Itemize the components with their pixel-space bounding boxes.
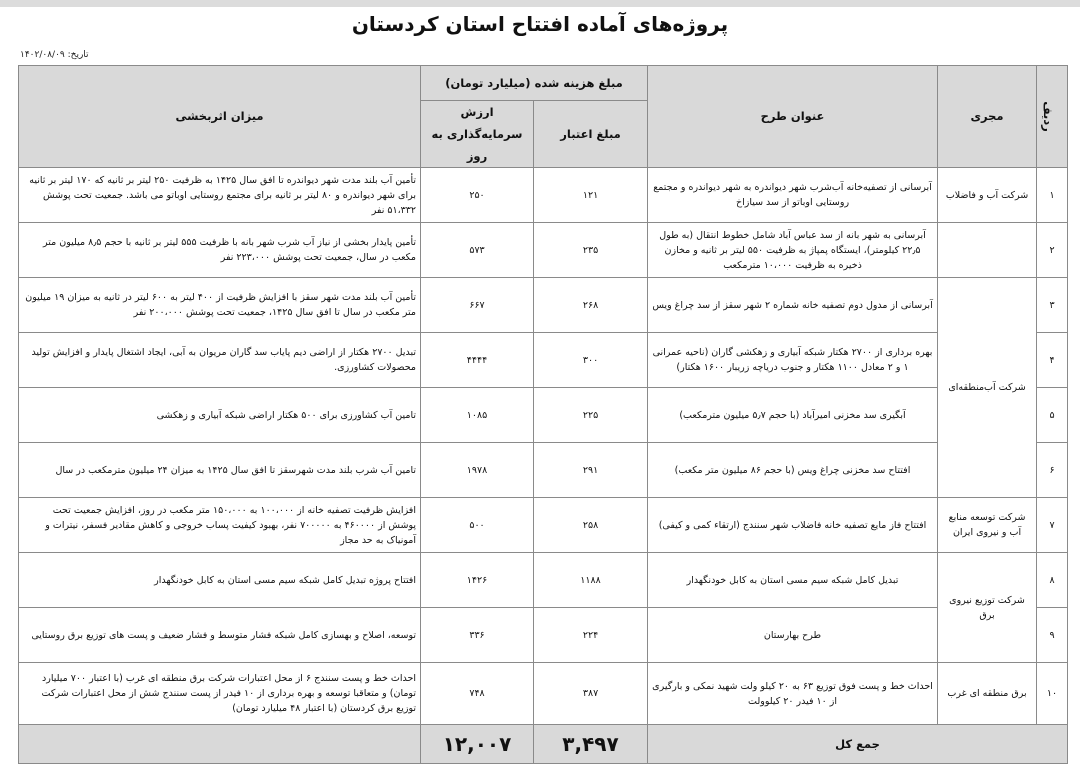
project-title-cell: افتتاح فاز مایع تصفیه خانه فاضلاب شهر سنندج (ارتقاء کمی و کیفی) xyxy=(648,498,938,553)
impact-cell: تأمین آب بلند مدت شهر سقز با افزایش ظرفیت از ۴۰۰ لیتر به ۶۰۰ لیتر در ثانیه به میزان ۱۹ میلیون متر مکعب در سال تا افق سال ۱۴۲۵، جمعیت تحت پوشش ۲۰۰،۰۰۰ نفر xyxy=(19,278,421,333)
header-credit: مبلغ اعتبار xyxy=(534,101,648,168)
credit-cell: ۲۲۴ xyxy=(534,608,648,663)
impact-cell: تأمین پایدار بخشی از نیاز آب شرب شهر بانه با ظرفیت ۵۵۵ لیتر بر ثانیه با حجم ۸٫۵ میلیون متر مکعب در سال، جمعیت تحت پوشش ۲۲۳،۰۰۰ نفر xyxy=(19,223,421,278)
impact-cell: توسعه، اصلاح و بهسازی کامل شبکه فشار متوسط و فشار ضعیف و پست های توزیع برق روستایی xyxy=(19,608,421,663)
executor-cell: شرکت آب و فاضلاب xyxy=(938,168,1037,223)
credit-cell: ۲۶۸ xyxy=(534,278,648,333)
project-title-cell: بهره برداری از ۲۷۰۰ هکتار شبکه آبیاری و زهکشی گاران (ناحیه عمرانی ۱ و ۲ معادل ۱۱۰۰ هکتار و جنوب دریاچه زریبار ۱۶۰۰ هکتار) xyxy=(648,333,938,388)
table-row xyxy=(19,333,1068,388)
executor-cell: برق منطقه ای غرب xyxy=(938,663,1037,725)
header-spent-group: مبلغ هزینه شده (میلیارد تومان) xyxy=(421,66,648,101)
top-bar xyxy=(0,0,1080,7)
credit-cell: ۱۱۸۸ xyxy=(534,553,648,608)
credit-cell: ۲۳۵ xyxy=(534,223,648,278)
header-investment: ارزش سرمایه‌گذاری به روز xyxy=(421,101,534,168)
investment-cell: ۴۴۴۴ xyxy=(421,333,534,388)
table-row xyxy=(19,608,1068,663)
table-row xyxy=(19,388,1068,443)
total-credit: ۳,۴۹۷ xyxy=(534,725,648,764)
row-number: ۴ xyxy=(1037,333,1068,388)
executor-cell: شرکت آب‌منطقه‌ای xyxy=(938,278,1037,498)
projects-table xyxy=(18,65,1068,764)
investment-cell: ۵۰۰ xyxy=(421,498,534,553)
credit-cell: ۳۸۷ xyxy=(534,663,648,725)
project-title-cell: آبرسانی از تصفیه‌خانه آب‌شرب شهر دیواندره به شهر دیواندره و مجتمع روستایی اوباتو از سد سیازاخ xyxy=(648,168,938,223)
row-number: ۶ xyxy=(1037,443,1068,498)
credit-cell: ۲۲۵ xyxy=(534,388,648,443)
header-row-no: ردیف xyxy=(1037,66,1068,168)
total-row xyxy=(19,725,1068,764)
impact-cell: تامین آب شرب بلند مدت شهرسقز تا افق سال ۱۴۲۵ به میزان ۲۴ میلیون مترمکعب در سال xyxy=(19,443,421,498)
row-number: ۲ xyxy=(1037,223,1068,278)
project-title-cell: آبرسانی از مدول دوم تصفیه خانه شماره ۲ شهر سقز از سد چراغ ویس xyxy=(648,278,938,333)
row-number: ۹ xyxy=(1037,608,1068,663)
investment-cell: ۵۷۳ xyxy=(421,223,534,278)
investment-cell: ۷۴۸ xyxy=(421,663,534,725)
header-impact: میزان اثربخشی xyxy=(19,66,421,168)
project-title-cell: احداث خط و پست فوق توزیع ۶۳ به ۲۰ کیلو ولت شهید نمکی و بارگیری از ۱۰ فیدر ۲۰ کیلوولت xyxy=(648,663,938,725)
investment-cell: ۱۹۷۸ xyxy=(421,443,534,498)
header-project-title: عنوان طرح xyxy=(648,66,938,168)
row-number: ۱۰ xyxy=(1037,663,1068,725)
total-investment: ۱۲,۰۰۷ xyxy=(421,725,534,764)
impact-cell: افتتاح پروژه تبدیل کامل شبکه سیم مسی استان به کابل خودنگهدار xyxy=(19,553,421,608)
project-title-cell: طرح بهارستان xyxy=(648,608,938,663)
credit-cell: ۲۹۱ xyxy=(534,443,648,498)
impact-cell: افزایش ظرفیت تصفیه خانه از ۱۰۰،۰۰۰ به ۱۵۰،۰۰۰ متر مکعب در روز، افزایش جمعیت تحت پوشش از ۴۶۰۰۰۰ به ۷۰۰۰۰۰ نفر، بهبود کیفیت پساب خروجی و کاهش مقادیر فسفر، نیترات و آمونیاک به حد مجاز xyxy=(19,498,421,553)
row-number: ۵ xyxy=(1037,388,1068,443)
total-label: جمع کل xyxy=(648,725,1068,764)
date-label: تاریخ: ۱۴۰۲/۰۸/۰۹ xyxy=(20,50,89,60)
investment-cell: ۱۴۲۶ xyxy=(421,553,534,608)
executor-cell xyxy=(938,223,1037,278)
row-number: ۷ xyxy=(1037,498,1068,553)
credit-cell: ۳۰۰ xyxy=(534,333,648,388)
executor-cell: شرکت توسعه منابع آب و نیروی ایران xyxy=(938,498,1037,553)
table-row xyxy=(19,498,1068,553)
project-title-cell: آبرسانی به شهر بانه از سد عباس آباد شامل خطوط انتقال (به طول ۲۲٫۵ کیلومتر)، ایستگاه پمپاژ به ظرفیت ۵۵۰ لیتر بر ثانیه و مخازن ذخیره به ظرفیت ۱۰،۰۰۰ مترمکعب xyxy=(648,223,938,278)
investment-cell: ۶۶۷ xyxy=(421,278,534,333)
project-title-cell: افتتاح سد مخزنی چراغ ویس (با حجم ۸۶ میلیون متر مکعب) xyxy=(648,443,938,498)
table-row xyxy=(19,663,1068,725)
investment-cell: ۱۰۸۵ xyxy=(421,388,534,443)
credit-cell: ۱۲۱ xyxy=(534,168,648,223)
impact-cell: احداث خط و پست سنندج ۶ از محل اعتبارات شرکت برق منطقه ای غرب (با اعتبار ۷۰۰ میلیارد تومان) و متعاقبا توسعه و بهره برداری از ۱۰ فیدر از پست سنندج شش از محل اعتبارات شرکت توزیع برق کردستان (با اعتبار ۴۸ میلیارد تومان) xyxy=(19,663,421,725)
project-title-cell: آبگیری سد مخزنی امیرآباد (با حجم ۵٫۷ میلیون مترمکعب) xyxy=(648,388,938,443)
row-number: ۳ xyxy=(1037,278,1068,333)
impact-cell: تبدیل ۲۷۰۰ هکتار از اراضی دیم پایاب سد گاران مریوان به آبی، ایجاد اشتغال پایدار و افزایش تولید محصولات کشاورزی. xyxy=(19,333,421,388)
table-row xyxy=(19,553,1068,608)
table-row xyxy=(19,223,1068,278)
credit-cell: ۲۵۸ xyxy=(534,498,648,553)
row-number: ۸ xyxy=(1037,553,1068,608)
project-title-cell: تبدیل کامل شبکه سیم مسی استان به کابل خودنگهدار xyxy=(648,553,938,608)
table-row xyxy=(19,168,1068,223)
page-title: پروژه‌های آماده افتتاح استان کردستان xyxy=(351,12,729,36)
header-executor: مجری xyxy=(938,66,1037,168)
impact-cell: تامین آب کشاورزی برای ۵۰۰ هکتار اراضی شبکه آبیاری و زهکشی xyxy=(19,388,421,443)
impact-cell: تأمین آب بلند مدت شهر دیواندره تا افق سال ۱۴۲۵ به ظرفیت ۲۵۰ لیتر بر ثانیه که ۱۷۰ لیتر بر ثانیه برای شهر دیواندره و ۸۰ لیتر بر ثانیه برای مجتمع روستایی اوباتو می باشد. جمعیت تحت پوشش ۵۱،۳۳۲ نفر xyxy=(19,168,421,223)
table-row xyxy=(19,443,1068,498)
row-number: ۱ xyxy=(1037,168,1068,223)
investment-cell: ۲۵۰ xyxy=(421,168,534,223)
investment-cell: ۳۳۶ xyxy=(421,608,534,663)
total-impact-empty xyxy=(19,725,421,764)
table-row xyxy=(19,278,1068,333)
executor-cell: شرکت توزیع نیروی برق xyxy=(938,553,1037,663)
